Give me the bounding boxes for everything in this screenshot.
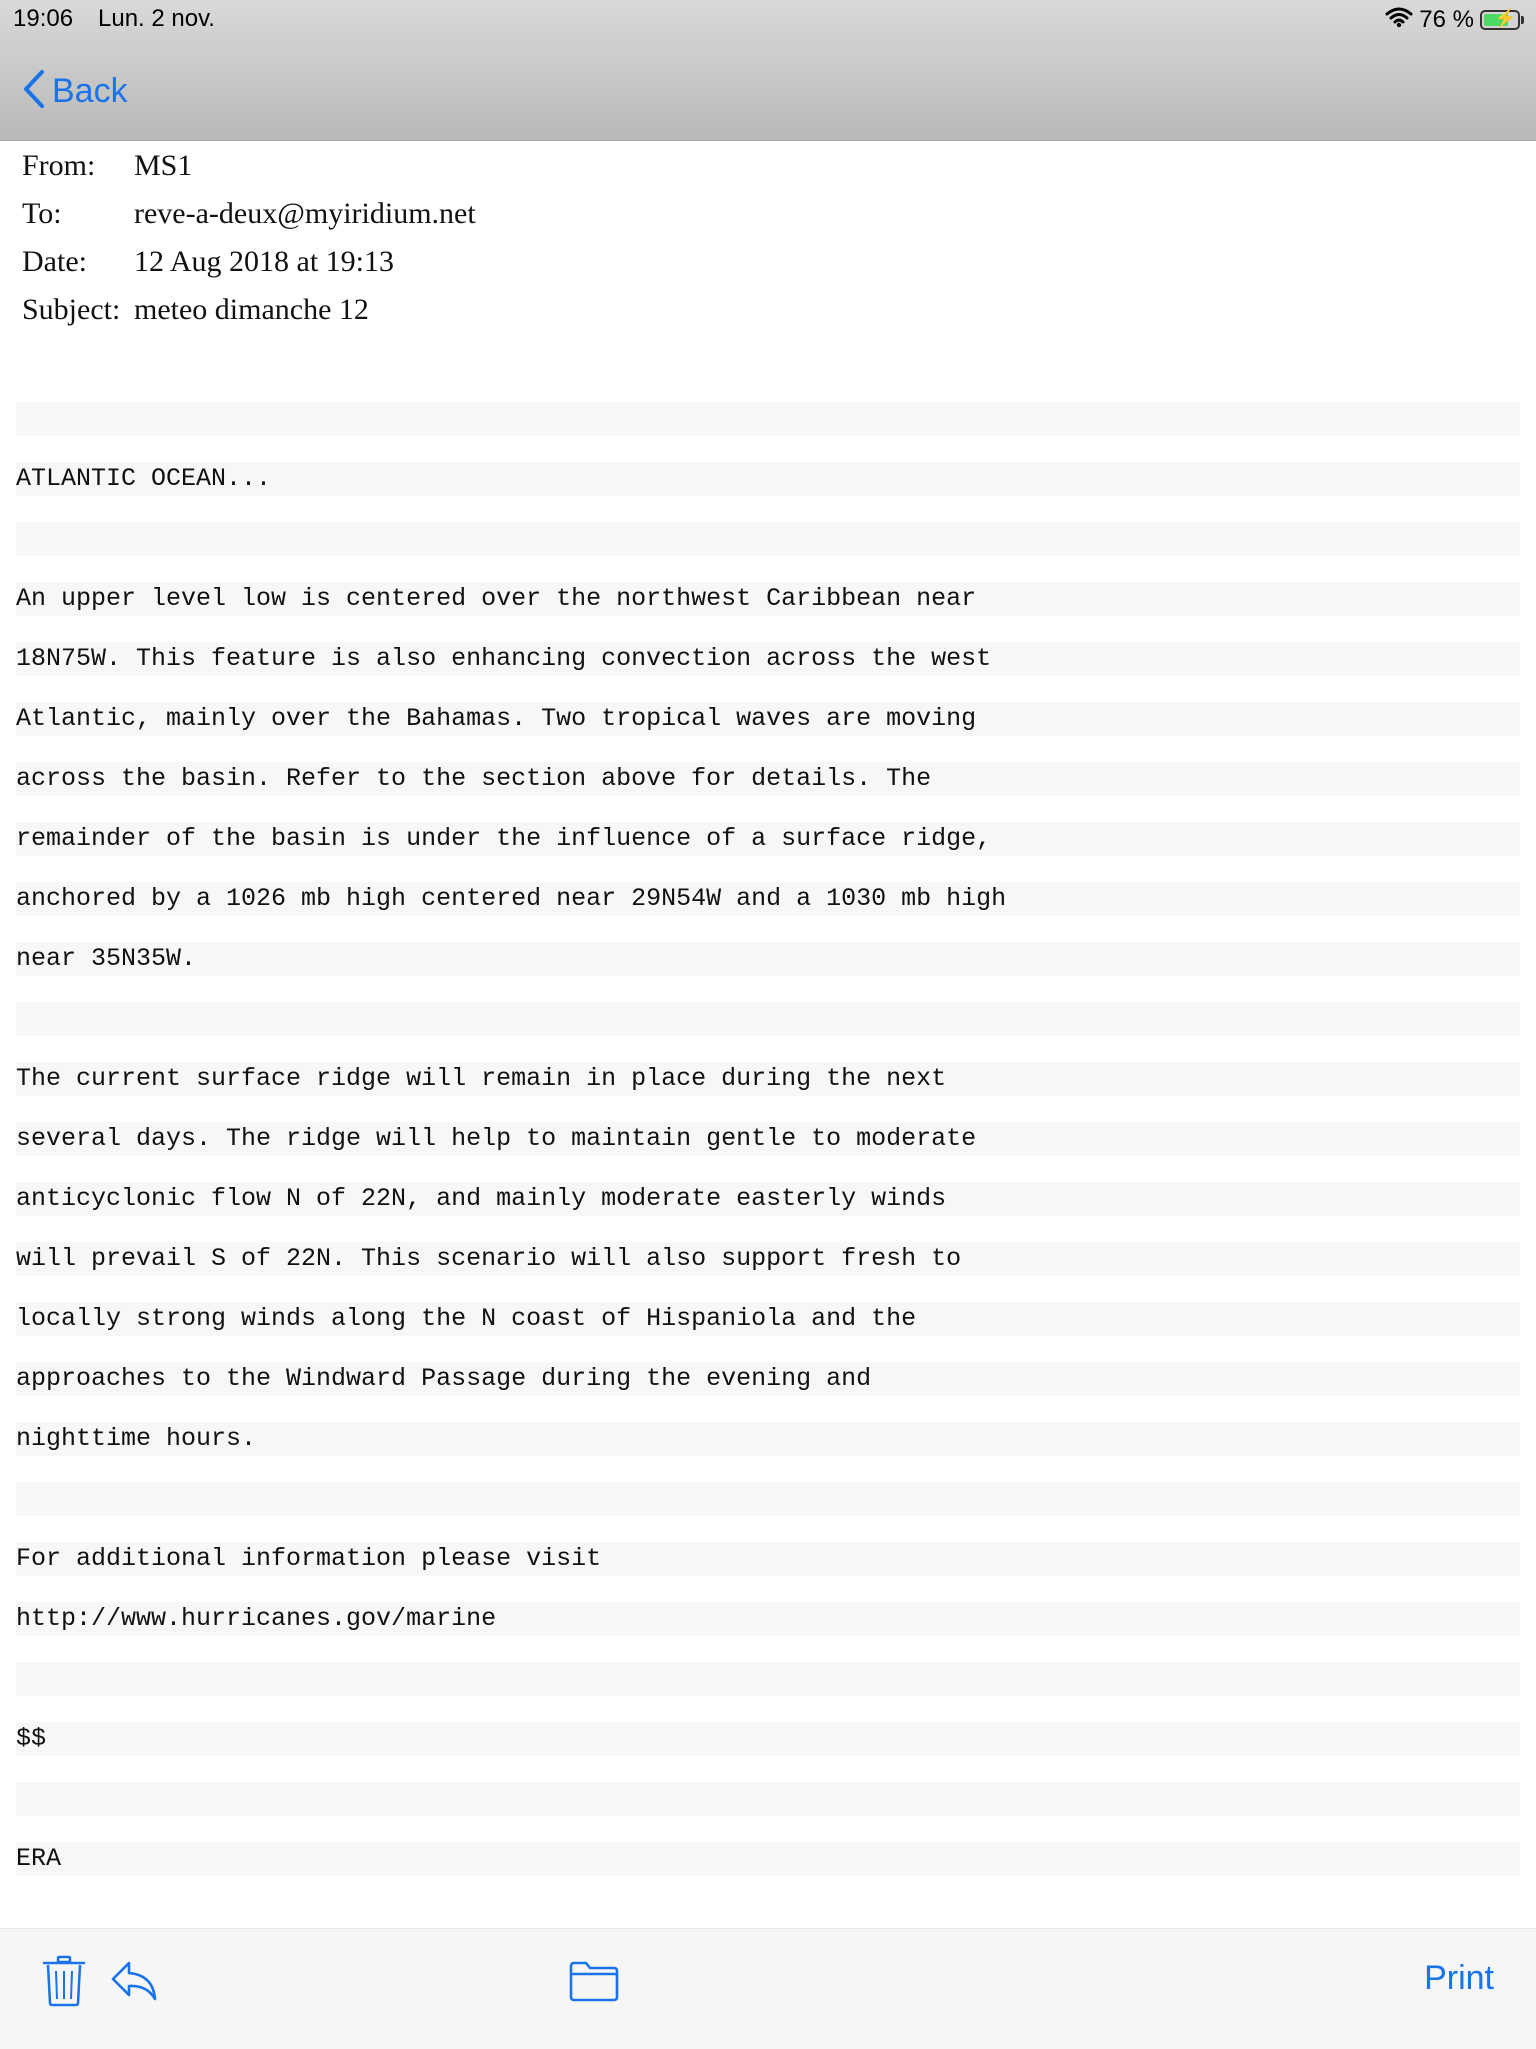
print-button[interactable]: Print bbox=[1424, 1959, 1494, 1997]
message-body bbox=[16, 402, 1520, 1902]
status-time: 19:06 bbox=[13, 5, 74, 32]
body-line: several days. The ridge will help to maintain gentle to moderate bbox=[16, 1122, 1520, 1156]
battery-percent: 76 % bbox=[1419, 6, 1474, 33]
body-line bbox=[16, 1782, 1520, 1816]
body-line: will prevail S of 22N. This scenario will also support fresh to bbox=[16, 1242, 1520, 1276]
body-line: anchored by a 1026 mb high centered near 29N54W and a 1030 mb high bbox=[16, 882, 1520, 916]
battery-tip bbox=[1521, 16, 1524, 24]
reply-icon[interactable] bbox=[104, 1951, 164, 2011]
folder-icon[interactable] bbox=[564, 1951, 624, 2011]
message-header bbox=[22, 142, 1502, 334]
status-date: Lun. 2 nov. bbox=[98, 5, 215, 32]
body-line: The current surface ridge will remain in place during the next bbox=[16, 1062, 1520, 1096]
to-value: reve-a-deux@myiridium.net bbox=[134, 197, 476, 230]
body-line bbox=[16, 1482, 1520, 1516]
chevron-left-icon bbox=[22, 69, 46, 114]
status-bar bbox=[0, 0, 1536, 40]
body-line: For additional information please visit bbox=[16, 1542, 1520, 1576]
from-row bbox=[22, 142, 1502, 190]
body-line: anticyclonic flow N of 22N, and mainly moderate easterly winds bbox=[16, 1182, 1520, 1216]
body-line: $$ bbox=[16, 1722, 1520, 1756]
body-line: approaches to the Windward Passage during the evening and bbox=[16, 1362, 1520, 1396]
body-line: near 35N35W. bbox=[16, 942, 1520, 976]
subject-label: Subject: bbox=[22, 293, 121, 326]
back-button[interactable] bbox=[22, 66, 128, 116]
charging-bolt-icon: ⚡ bbox=[1494, 8, 1517, 28]
to-label: To: bbox=[22, 197, 62, 230]
trash-icon[interactable] bbox=[34, 1951, 94, 2011]
date-row bbox=[22, 238, 1502, 286]
subject-row bbox=[22, 286, 1502, 334]
body-line: nighttime hours. bbox=[16, 1422, 1520, 1456]
body-line: Atlantic, mainly over the Bahamas. Two tropical waves are moving bbox=[16, 702, 1520, 736]
battery-icon bbox=[1480, 10, 1520, 30]
body-line bbox=[16, 522, 1520, 556]
body-line: ATLANTIC OCEAN... bbox=[16, 462, 1520, 496]
body-line-link[interactable]: http://www.hurricanes.gov/marine bbox=[16, 1602, 1520, 1636]
body-line: ERA bbox=[16, 1842, 1520, 1876]
body-line bbox=[16, 1002, 1520, 1036]
bottom-toolbar bbox=[0, 1928, 1536, 2049]
from-label: From: bbox=[22, 149, 96, 182]
body-line: across the basin. Refer to the section above for details. The bbox=[16, 762, 1520, 796]
body-line: remainder of the basin is under the influence of a surface ridge, bbox=[16, 822, 1520, 856]
body-line bbox=[16, 402, 1520, 436]
to-row bbox=[22, 190, 1502, 238]
body-line: locally strong winds along the N coast of Hispaniola and the bbox=[16, 1302, 1520, 1336]
wifi-icon bbox=[1385, 6, 1413, 35]
from-value: MS1 bbox=[134, 149, 193, 182]
body-line: 18N75W. This feature is also enhancing convection across the west bbox=[16, 642, 1520, 676]
subject-value: meteo dimanche 12 bbox=[134, 293, 369, 326]
body-line: An upper level low is centered over the northwest Caribbean near bbox=[16, 582, 1520, 616]
date-label: Date: bbox=[22, 245, 87, 278]
top-bar bbox=[0, 0, 1536, 141]
back-label: Back bbox=[52, 71, 128, 110]
date-value: 12 Aug 2018 at 19:13 bbox=[134, 245, 394, 278]
body-line bbox=[16, 1662, 1520, 1696]
status-right bbox=[1385, 6, 1524, 34]
